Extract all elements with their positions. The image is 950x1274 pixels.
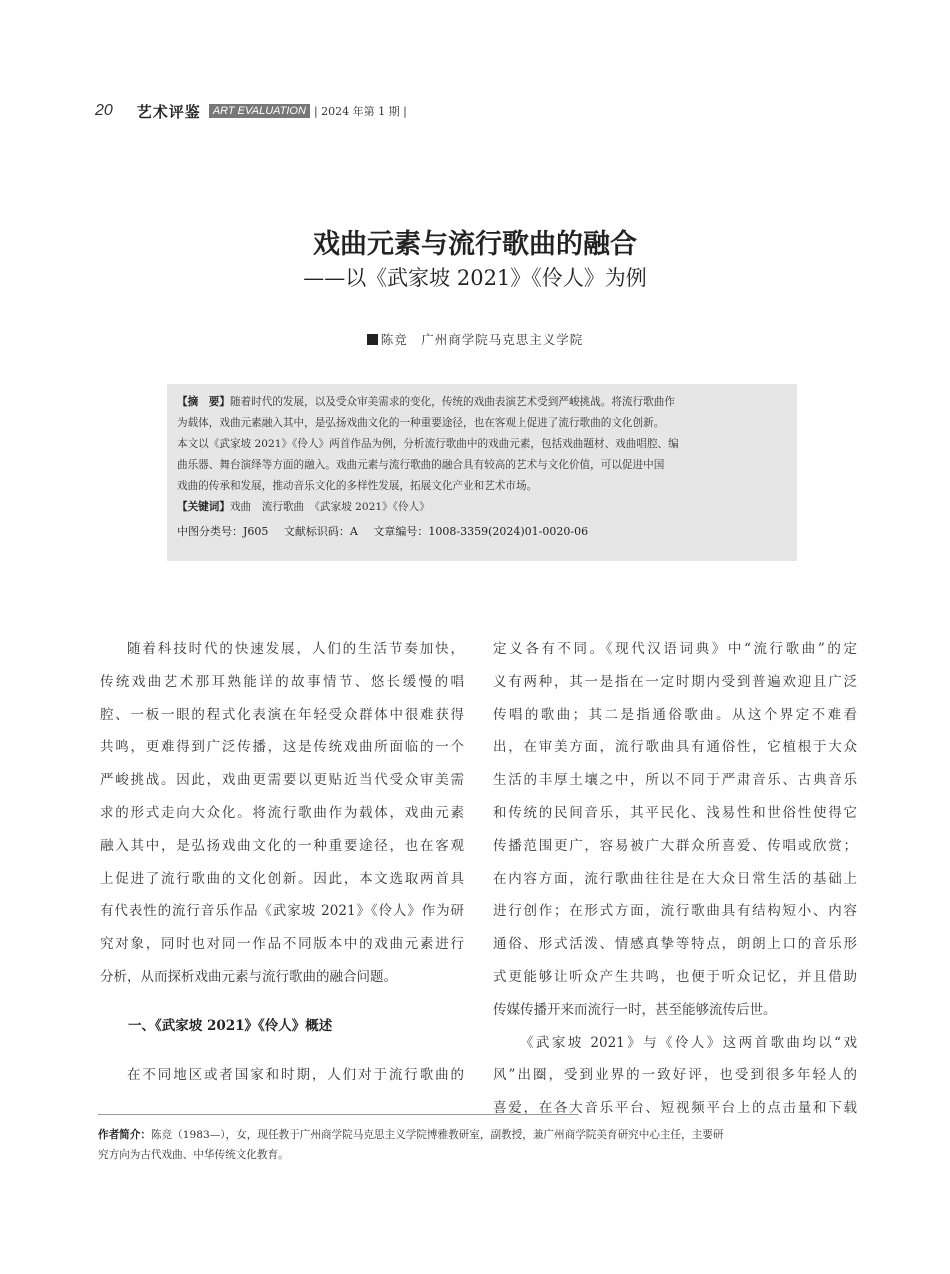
paragraph-line: 生活的丰厚土壤之中，所以不同于严肃音乐、古典音乐 xyxy=(493,772,857,789)
document-code: 文献标识码：A xyxy=(283,525,358,538)
abstract-box xyxy=(167,384,797,561)
author-footnote xyxy=(98,1125,858,1165)
abstract-line: 为载体，戏曲元素融入其中，是弘扬戏曲文化的一种重要途径，也在客观上促进了流行歌曲的文化创新。 xyxy=(177,417,665,429)
issue-label: | 2024 年第 1 期 | xyxy=(313,105,407,118)
paragraph-line: 在内容方面，流行歌曲往往是在大众日常生活的基础上 xyxy=(493,870,857,887)
paragraph-line: 通俗、形式活泼、情感真挚等特点，朗朗上口的音乐形 xyxy=(493,936,857,953)
author-marker-icon xyxy=(367,334,378,345)
author-affiliation: 陈竞 广州商学院马克思主义学院 xyxy=(380,332,584,347)
footnote-line: 究方向为古代戏曲、中华传统文化教育。 xyxy=(98,1149,289,1161)
paragraph-line: 上促进了流行歌曲的文化创新。因此，本文选取两首具 xyxy=(100,870,464,887)
classification-line xyxy=(177,520,789,544)
article-subtitle: ——以《武家坡 2021》《伶人》为例 xyxy=(303,266,647,290)
author-line xyxy=(0,330,950,348)
paragraph-line: 风”出圈，受到业界的一致好评，也受到很多年轻人的 xyxy=(493,1067,857,1084)
classification-number: 中图分类号：J605 xyxy=(177,525,269,538)
paragraph-line: 定义各有不同。《现代汉语词典》中“流行歌曲”的定 xyxy=(493,641,857,657)
paragraph-line: 究对象，同时也对同一作品不同版本中的戏曲元素进行 xyxy=(100,936,464,953)
page-number: 20 xyxy=(95,102,113,119)
abstract-line xyxy=(177,392,789,413)
body-column-left xyxy=(100,633,464,1091)
paragraph-line: 严峻挑战。因此，戏曲更需要以更贴近当代受众审美需 xyxy=(100,772,464,789)
spacer xyxy=(100,994,464,1010)
abstract-line: 本文以《武家坡 2021》《伶人》两首作品为例，分析流行歌曲中的戏曲元素，包括戏曲题材、戏曲唱腔、编 xyxy=(177,438,679,450)
keywords-line xyxy=(177,497,789,518)
paragraph-line: 义有两种，其一是指在一定时期内受到普遍欢迎且广泛 xyxy=(493,673,857,690)
paragraph-line: 传统戏曲艺术那耳熟能详的故事情节、悠长缓慢的唱 xyxy=(100,673,464,690)
paragraph-line: 式更能够让听众产生共鸣，也便于听众记忆，并且借助 xyxy=(493,968,857,985)
journal-name: 艺术评鉴 xyxy=(136,102,201,121)
article-title: 戏曲元素与流行歌曲的融合 xyxy=(313,229,637,260)
paragraph-line: 《武家坡 2021》与《伶人》这两首歌曲均以“戏 xyxy=(520,1034,857,1051)
paragraph-line: 传播范围更广，容易被广大群众所喜爱、传唱或欣赏； xyxy=(493,837,857,854)
paragraph-line: 和传统的民间音乐，其平民化、浅易性和世俗性使得它 xyxy=(493,804,857,821)
keywords-text: 戏曲 流行歌曲 《武家坡 2021》《伶人》 xyxy=(229,501,430,513)
paragraph-line: 共鸣，更难得到广泛传播，这是传统戏曲所面临的一个 xyxy=(100,739,464,756)
paragraph-line: 传唱的歌曲；其二是指通俗歌曲。从这个界定不难看 xyxy=(493,706,857,723)
paragraph-line: 随着科技时代的快速发展，人们的生活节奏加快， xyxy=(127,641,464,657)
running-header xyxy=(95,100,407,122)
journal-english-name: ART EVALUATION xyxy=(209,104,310,118)
footnote-text: 陈竞（1983—），女，现任教于广州商学院马克思主义学院博雅教研室，副教授，兼广州商学院美育研究中心主任，主要研 xyxy=(150,1129,724,1141)
paragraph-line: 腔、一板一眼的程式化表演在年轻受众群体中很难获得 xyxy=(100,706,464,723)
paragraph-line: 融入其中，是弘扬戏曲文化的一种重要途径，也在客观 xyxy=(100,837,464,854)
paragraph-line: 传媒传播开来而流行一时，甚至能够流传后世。 xyxy=(493,1001,777,1018)
body-column-right xyxy=(493,633,857,1125)
footnote-label: 作者简介： xyxy=(98,1129,151,1141)
paragraph-line: 分析，从而探析戏曲元素与流行歌曲的融合问题。 xyxy=(100,968,397,985)
abstract-line: 曲乐器、舞台演绎等方面的融入。戏曲元素与流行歌曲的融合具有较高的艺术与文化价值，可以促进中国 xyxy=(177,459,665,471)
abstract-line: 戏曲的传承和发展，推动音乐文化的多样性发展，拓展文化产业和艺术市场。 xyxy=(177,480,538,492)
paragraph-line: 在不同地区或者国家和时期，人们对于流行歌曲的 xyxy=(127,1066,464,1083)
abstract-text: 随着时代的发展，以及受众审美需求的变化，传统的戏曲表演艺术受到严峻挑战。将流行歌曲作 xyxy=(229,396,675,408)
paragraph-line: 有代表性的流行音乐作品《武家坡 2021》《伶人》作为研 xyxy=(100,903,464,920)
spacer xyxy=(100,1043,464,1059)
footnote-line xyxy=(98,1125,858,1145)
abstract-label: 【摘 要】 xyxy=(177,396,230,408)
paragraph-line: 进行创作；在形式方面，流行歌曲具有结构短小、内容 xyxy=(493,903,857,920)
footnote-divider xyxy=(98,1114,578,1115)
paragraph-line: 出，在审美方面，流行歌曲具有通俗性，它植根于大众 xyxy=(493,739,857,756)
keywords-label: 【关键词】 xyxy=(177,501,230,513)
article-number: 文章编号：1008-3359(2024)01-0020-06 xyxy=(373,525,589,538)
paragraph-line: 求的形式走向大众化。将流行歌曲作为载体，戏曲元素 xyxy=(100,804,464,821)
paragraph-line: 喜爱，在各大音乐平台、短视频平台上的点击量和下载 xyxy=(493,1100,857,1117)
section-heading: 一、《武家坡 2021》《伶人》概述 xyxy=(128,1017,333,1034)
